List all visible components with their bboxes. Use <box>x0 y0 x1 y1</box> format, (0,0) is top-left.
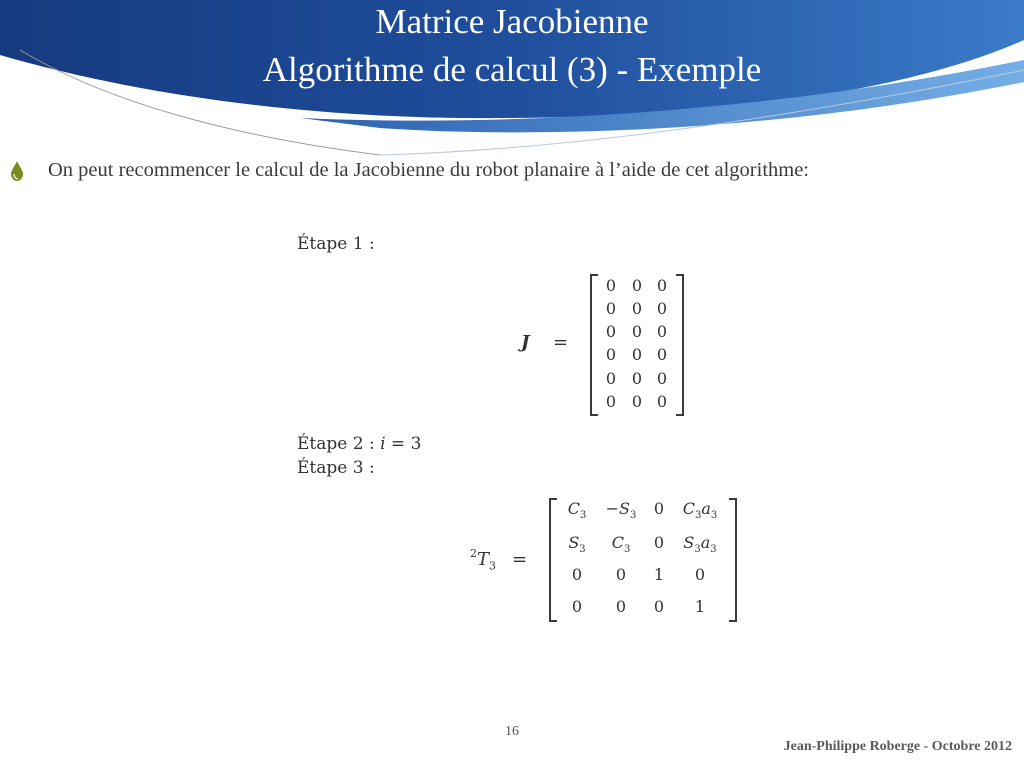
matrix-cell: 0 <box>656 322 668 341</box>
step-3-label: Étape 3 : <box>297 458 375 478</box>
matrix-cell: $C_3$ <box>567 499 587 522</box>
matrix-cell: 1 <box>694 597 706 616</box>
matrix-bracket-left <box>590 274 598 416</box>
bullet-text: On peut recommencer le calcul de la Jacobienne du robot planaire à l’aide de cet algorithme: <box>48 159 810 181</box>
matrix-cell: 0 <box>631 369 643 388</box>
transform-letter: T <box>477 549 490 570</box>
matrix-cell: 1 <box>653 565 665 584</box>
equals-sign: = <box>512 549 528 570</box>
matrix-cell: 0 <box>656 392 668 411</box>
matrix-bracket-right <box>729 498 737 622</box>
matrix-cell: 0 <box>631 276 643 295</box>
matrix-cell: 0 <box>605 392 617 411</box>
matrix-bracket-right <box>676 274 684 416</box>
transform-subscript: 3 <box>489 559 497 573</box>
page-number: 16 <box>505 724 519 739</box>
footer-author: Jean-Philippe Roberge - Octobre 2012 <box>783 739 1012 754</box>
jacobian-symbol: J <box>521 332 530 353</box>
slide-title: Matrice Jacobienne <box>375 2 649 41</box>
matrix-cell: 0 <box>571 565 583 584</box>
transform-superscript: 2 <box>470 547 477 560</box>
matrix-cell: 0 <box>694 565 706 584</box>
matrix-cell: $S_3$ <box>568 533 586 556</box>
matrix-cell: 0 <box>631 345 643 364</box>
matrix-cell: 0 <box>656 345 668 364</box>
matrix-cell: 0 <box>656 299 668 318</box>
step-1-label: Étape 1 : <box>297 234 375 254</box>
drop-bullet-icon <box>10 160 24 182</box>
matrix-cell: $-S_3$ <box>605 499 637 522</box>
step-2-text: Étape 2 : <box>297 434 381 454</box>
step-2-variable: i <box>380 434 386 454</box>
matrix-cell: 0 <box>653 499 665 518</box>
matrix-cell: 0 <box>631 392 643 411</box>
matrix-cell: 0 <box>605 345 617 364</box>
matrix-cell: 0 <box>605 276 617 295</box>
matrix-cell: 0 <box>605 299 617 318</box>
matrix-cell: 0 <box>571 597 583 616</box>
matrix-cell: 0 <box>653 533 665 552</box>
matrix-cell: $S_3a_3$ <box>683 533 717 556</box>
step-2-label <box>297 434 421 454</box>
matrix-cell: $C_3a_3$ <box>682 499 718 522</box>
matrix-cell: 0 <box>605 369 617 388</box>
matrix-cell: 0 <box>656 369 668 388</box>
matrix-cell: 0 <box>605 322 617 341</box>
matrix-cell: 0 <box>615 565 627 584</box>
step-2-value: = 3 <box>385 434 422 454</box>
equals-sign: = <box>553 332 569 353</box>
matrix-cell: 0 <box>615 597 627 616</box>
matrix-cell: 0 <box>653 597 665 616</box>
transform-symbol <box>470 547 496 573</box>
matrix-cell: $C_3$ <box>611 533 631 556</box>
matrix-cell: 0 <box>631 299 643 318</box>
matrix-cell: 0 <box>631 322 643 341</box>
matrix-cell: 0 <box>656 276 668 295</box>
slide-subtitle: Algorithme de calcul (3) - Exemple <box>262 50 762 89</box>
